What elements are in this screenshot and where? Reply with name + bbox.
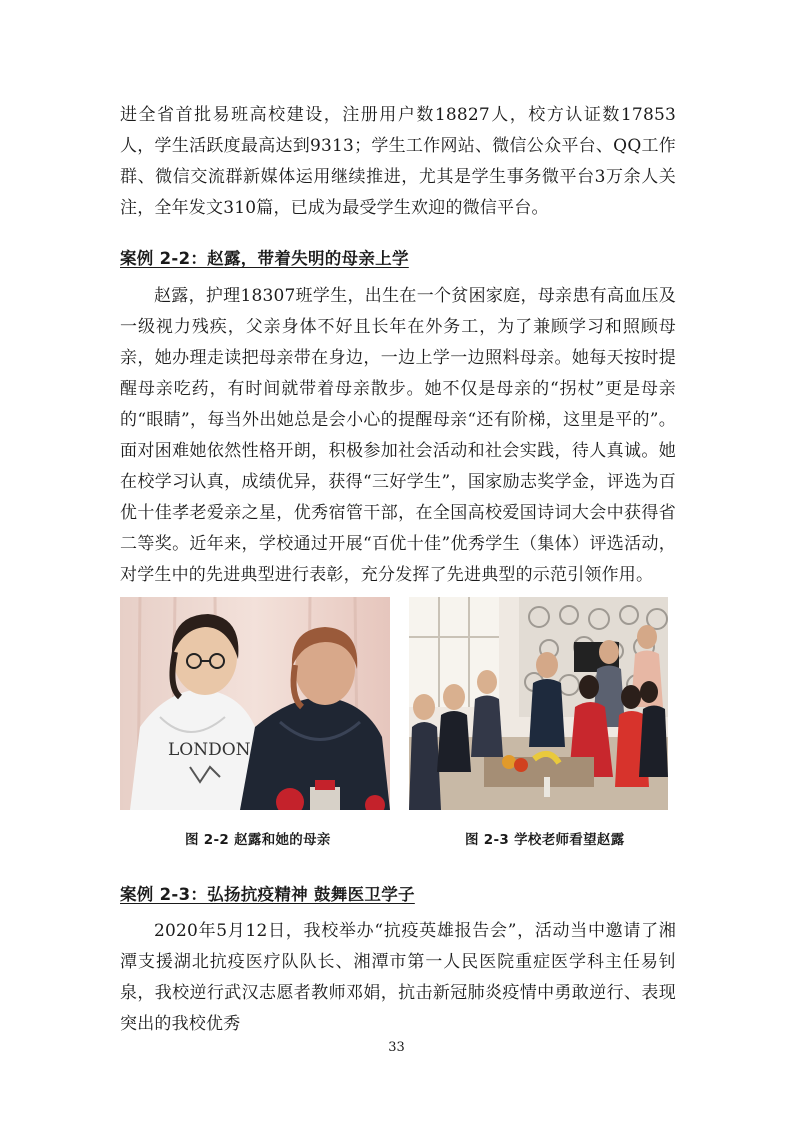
photo-zhao-lu-and-mother bbox=[120, 597, 390, 810]
case-2-3-heading: 案例 2-3：弘扬抗疫精神 鼓舞医卫学子 bbox=[120, 885, 415, 904]
figure-2-3-caption: 图 2-3 学校老师看望赵露 bbox=[465, 832, 625, 848]
case-2-2-heading: 案例 2-2：赵露，带着失明的母亲上学 bbox=[120, 249, 409, 268]
sweatshirt-text: LONDON bbox=[168, 740, 251, 760]
case-2-3-body: 2020年5月12日，我校举办“抗疫英雄报告会”，活动当中邀请了湘潭支援湖北抗疫医疗队队长、湘潭市第一人民医院重症医学科主任易钊泉，我校逆行武汉志愿者教师邓娟，抗击新冠肺炎疫情中勇敢逆行、表现突出的我校优秀 bbox=[120, 921, 676, 1034]
photo-teachers-visit bbox=[409, 597, 668, 810]
page-number: 33 bbox=[388, 1040, 405, 1055]
case-2-2-body: 赵露，护理18307班学生，出生在一个贫困家庭，母亲患有高血压及一级视力残疾，父亲身体不好且长年在外务工，为了兼顾学习和照顾母亲，她办理走读把母亲带在身边，一边上学一边照料母亲。她每天按时提醒母亲吃药，有时间就带着母亲散步。她不仅是母亲的“拐杖”更是母亲的“眼睛”，每当外出她总是会小心的提醒母亲“还有阶梯，这里是平的”。面对困难她依然性格开朗，积极参加社会活动和社会实践，待人真诚。她在校学习认真，成绩优异，获得“三好学生”，国家励志奖学金，评选为百优十佳孝老爱亲之星，优秀宿管干部，在全国高校爱国诗词大会中获得省二等奖。近年来，学校通过开展“百优十佳”优秀学生（集体）评选活动，对学生中的先进典型进行表彰，充分发挥了先进典型的示范引领作用。 bbox=[120, 286, 676, 585]
figure-2-2-caption: 图 2-2 赵露和她的母亲 bbox=[185, 832, 331, 848]
intro-paragraph: 进全省首批易班高校建设，注册用户数18827人，校方认证数17853人，学生活跃度最高达到9313；学生工作网站、微信公众平台、QQ工作群、微信交流群新媒体运用继续推进，尤其是学生事务微平台3万余人关注，全年发文310篇，已成为最受学生欢迎的微信平台。 bbox=[120, 105, 676, 218]
